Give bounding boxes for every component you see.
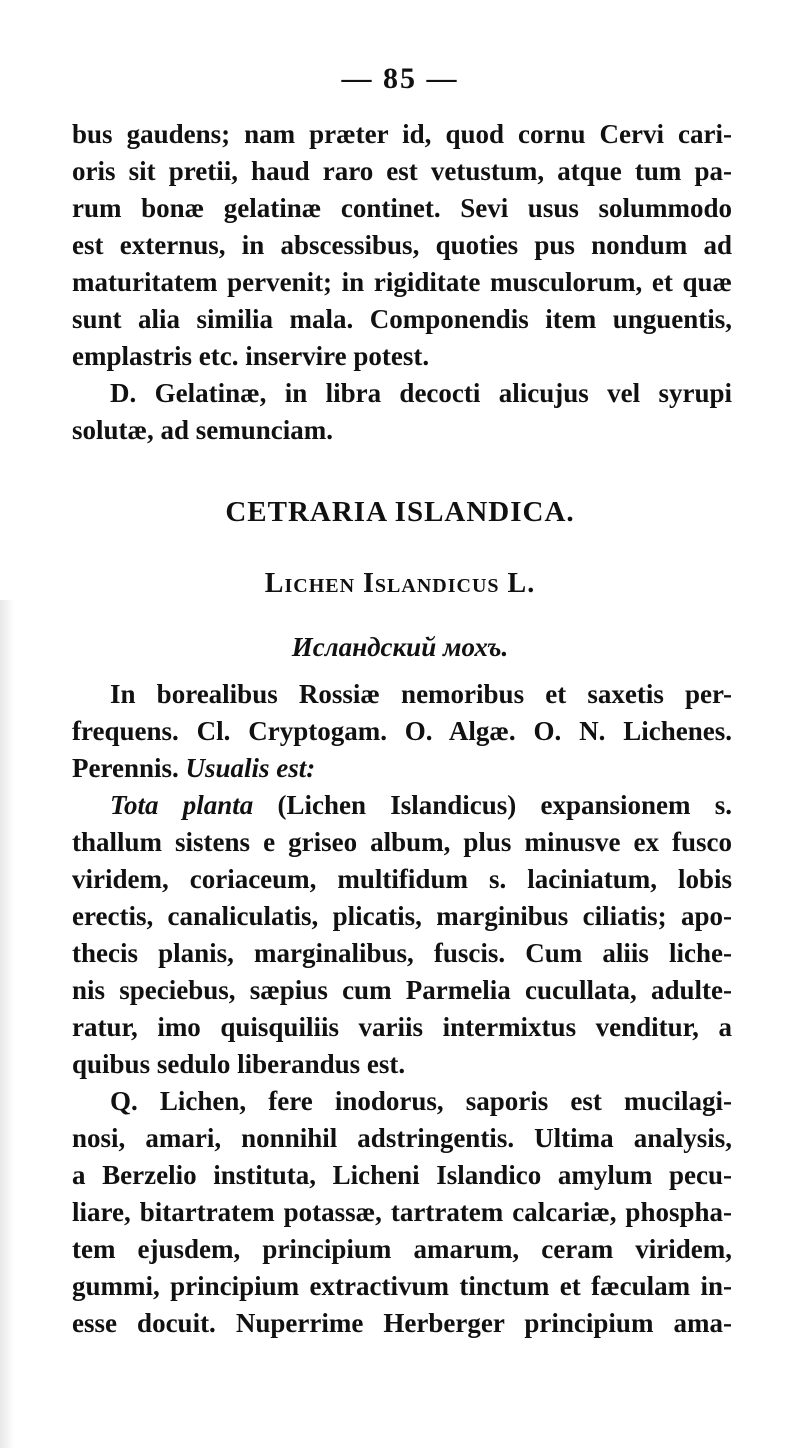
text-line: sunt alia similia mala. Componendis item unguentis, <box>72 304 732 334</box>
usualis-label: Usualis est: <box>185 753 316 783</box>
paragraph-dose <box>72 375 732 449</box>
text-line: gummi, principium extractivum tinctum et fæculam in- <box>72 1271 732 1301</box>
text-line: Q. Lichen, fere inodorus, saporis est mucilagi- <box>110 1086 732 1116</box>
description-first-rest: (Lichen Islandicus) expansionem s. <box>277 790 732 820</box>
text-line: quibus sedulo liberandus est. <box>72 1049 406 1079</box>
paragraph-habitat <box>72 676 732 787</box>
tota-planta-label: Tota planta <box>110 790 254 820</box>
section-subtitle: Lichen Islandicus L. <box>264 568 536 599</box>
text-line <box>72 750 732 787</box>
text-line: maturitatem pervenit; in rigiditate musculorum, et quæ <box>72 267 732 297</box>
text-line: In borealibus Rossiæ nemoribus et saxetis per- <box>110 679 732 709</box>
text-line: erectis, canaliculatis, plicatis, marginibus ciliatis; apo- <box>72 901 732 931</box>
text-line: nis speciebus, sæpius cum Parmelia cucullata, adulte- <box>72 975 732 1005</box>
text-line: emplastris etc. inservire potest. <box>72 341 430 371</box>
text-line: ratur, imo quisquiliis variis intermixtus venditur, a <box>72 1012 732 1042</box>
russian-name: Исландский мохъ. <box>291 632 509 662</box>
section-title: CETRARIA ISLANDICA. <box>225 496 575 528</box>
perennis-text: Perennis. <box>72 753 179 783</box>
page-edge-shadow <box>0 600 14 1448</box>
text-line: thecis planis, marginalibus, fuscis. Cum aliis liche- <box>72 938 732 968</box>
text-line: tem ejusdem, principium amarum, ceram viridem, <box>72 1234 732 1264</box>
text-line: viridem, coriaceum, multifidum s. laciniatum, lobis <box>72 864 732 894</box>
text-line: a Berzelio instituta, Licheni Islandico amylum pecu- <box>72 1160 732 1190</box>
text-line: est externus, in abscessibus, quoties pus nondum ad <box>72 230 732 260</box>
text-line: oris sit pretii, haud raro est vetustum, atque tum pa- <box>72 156 732 186</box>
text-line: esse docuit. Nuperrime Herberger principium ama- <box>72 1308 732 1338</box>
text-line: thallum sistens e griseo album, plus minusve ex fusco <box>72 827 732 857</box>
text-line: bus gaudens; nam præter id, quod cornu Cervi cari- <box>72 119 732 149</box>
text-line: D. Gelatinæ, in libra decocti alicujus vel syrupi <box>110 378 732 408</box>
paragraph-sevum <box>72 116 732 375</box>
text-line: liare, bitartratem potassæ, tartratem calcariæ, phospha- <box>72 1197 732 1227</box>
page-number: — 85 — <box>341 62 459 95</box>
paragraph-description <box>72 787 732 1083</box>
text-line: frequens. Cl. Cryptogam. O. Algæ. O. N. Lichenes. <box>72 716 732 746</box>
text-line <box>72 787 732 824</box>
paragraph-analysis <box>72 1083 732 1342</box>
text-line: solutæ, ad semunciam. <box>72 415 334 445</box>
text-line: nosi, amari, nonnihil adstringentis. Ultima analysis, <box>72 1123 732 1153</box>
text-line: rum bonæ gelatinæ continet. Sevi usus solummodo <box>72 193 732 223</box>
